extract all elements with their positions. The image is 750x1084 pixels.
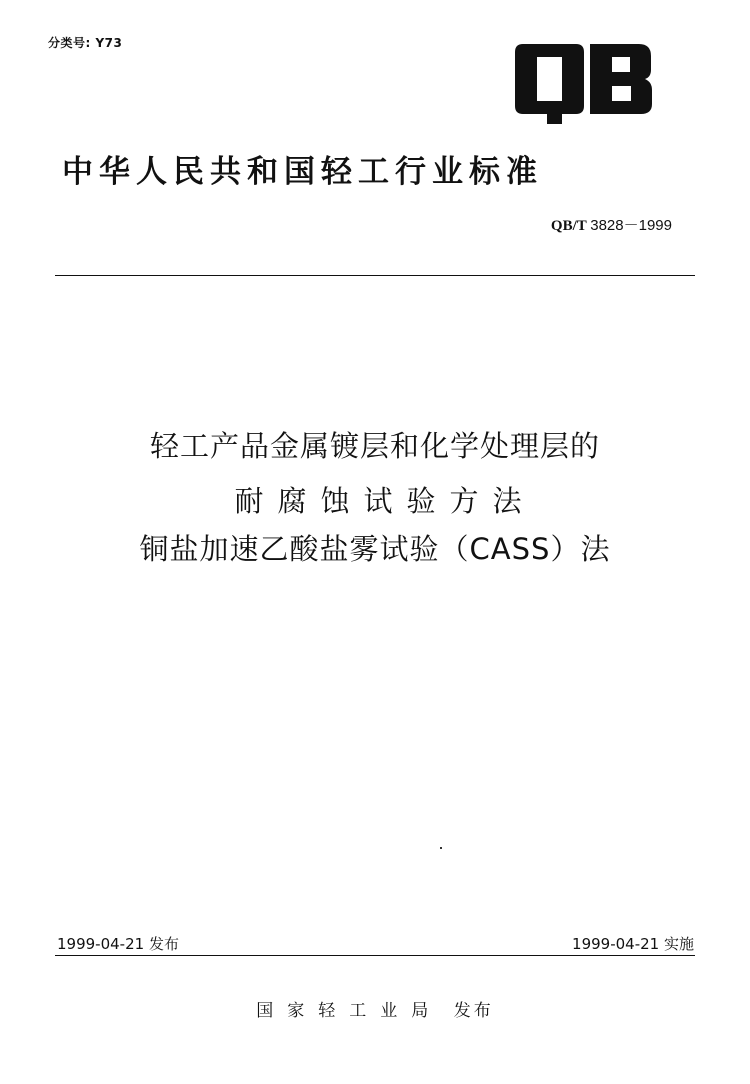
publisher-action: 发布 — [453, 1001, 494, 1021]
industry-standard-title: 中华人民共和国轻工行业标准 — [62, 154, 543, 190]
standard-prefix: QB/T — [550, 218, 587, 234]
implementation-date: 1999-04-21 实施 — [572, 935, 694, 953]
bottom-divider — [55, 955, 695, 956]
top-divider — [55, 275, 695, 276]
scan-speck — [440, 847, 442, 849]
document-title-line-1: 轻工产品金属镀层和化学处理层的 — [149, 429, 600, 463]
qb-logo — [0, 30, 655, 130]
document-title-line-3: 铜盐加速乙酸盐雾试验（CASS）法 — [139, 532, 611, 566]
standard-code: 3828－1999 — [590, 217, 672, 234]
document-title-line-2: 耐腐蚀试验方法 — [234, 484, 536, 518]
classification-code: 分类号: Y73 — [48, 36, 123, 50]
publisher-org: 国家轻工业局 — [256, 1001, 443, 1021]
issue-date: 1999-04-21 发布 — [57, 935, 179, 953]
standard-number — [551, 214, 672, 235]
publisher-line — [0, 996, 750, 1021]
qb-logo-mark — [0, 30, 655, 130]
